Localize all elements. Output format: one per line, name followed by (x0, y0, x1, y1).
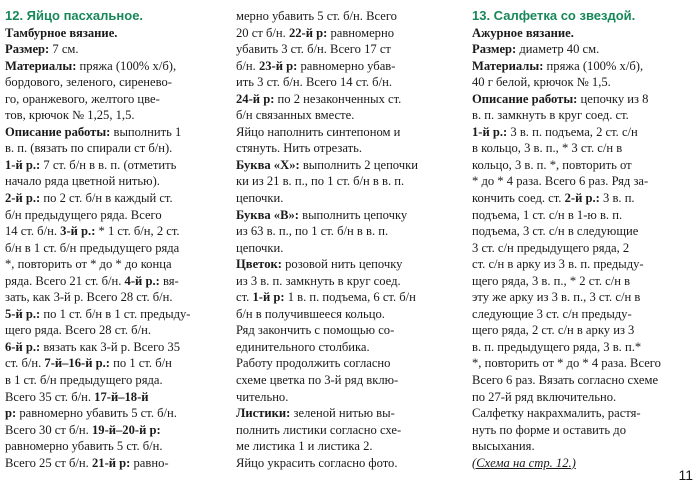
bold-label: 1-й р.: (5, 157, 41, 172)
text-line (5, 74, 220, 91)
text-run: равно- (130, 455, 169, 470)
text-line (236, 455, 454, 472)
text-line (472, 41, 692, 58)
text-line (236, 8, 454, 25)
text-line (236, 289, 454, 306)
text-line (236, 157, 454, 174)
text-line (472, 256, 692, 273)
text-run: 7 ст. б/н в в. п. (отметить (40, 157, 177, 172)
text-line (5, 389, 220, 406)
text-line (5, 422, 220, 439)
bold-label: 23-й р: (258, 58, 298, 73)
text-line (236, 256, 454, 273)
text-run: пряжа (100% х/б), (76, 58, 177, 73)
text-line (5, 91, 220, 108)
text-run: 40 г белой, крючок № 1,5. (472, 75, 611, 90)
text-run: в. п. предыдущего ряда, 3 в. п.* (472, 339, 642, 354)
text-line (5, 240, 220, 257)
text-run: чительно. (236, 389, 289, 404)
text-line (472, 438, 692, 455)
bold-label: Цветок: (236, 257, 282, 272)
text-line (5, 173, 220, 190)
text-line (236, 140, 454, 157)
bold-label: Буква «Х»: (236, 157, 300, 172)
text-run: б/н в 1 ст. б/н предыдущего ряда (5, 240, 180, 255)
bold-label: Буква «В»: (236, 207, 299, 222)
text-run: Всего 6 раз. Вязать согласно схеме (472, 373, 659, 388)
text-line (5, 405, 220, 422)
text-run: выполнить 2 цепочки (299, 157, 418, 172)
text-line (472, 322, 692, 339)
text-run: схеме цветка по 3-й ряд вклю- (236, 373, 399, 388)
text-run: б/н. (236, 58, 259, 73)
text-line (472, 372, 692, 389)
bold-label: 7-й–16-й р.: (44, 356, 110, 371)
text-line (5, 438, 220, 455)
text-line (472, 140, 692, 157)
text-line (472, 389, 692, 406)
text-run: по 2 ст. б/н в каждый ст. (40, 191, 173, 206)
bold-label: 4-й р.: (124, 273, 160, 288)
section-title: 12. Яйцо пасхальное. (5, 8, 144, 23)
text-run: 14 ст. б/н. (5, 224, 61, 239)
text-run: высыхания. (472, 439, 535, 454)
text-line (472, 190, 692, 207)
column-napkin-pattern (472, 8, 692, 471)
text-line (236, 25, 454, 42)
bold-label: 6-й р.: (5, 339, 41, 354)
text-run: подъема, 3 ст. с/н в следующие (472, 224, 639, 239)
section-subtitle: Ажурное вязание. (472, 25, 574, 40)
text-run: кончить соед. ст. (472, 191, 565, 206)
text-line (236, 322, 454, 339)
text-run: равномерно убав- (297, 58, 396, 73)
text-line (236, 355, 454, 372)
text-run: цепочки. (236, 191, 284, 206)
text-run: вязать как 3-й р. Всего 35 (40, 339, 180, 354)
text-line (5, 207, 220, 224)
bold-label: Материалы: (5, 58, 77, 73)
scheme-reference: (Схема на стр. 12.) (472, 455, 576, 470)
text-line (472, 240, 692, 257)
text-line (236, 74, 454, 91)
text-run: б/н связанных вместе. (236, 108, 355, 123)
text-line (5, 306, 220, 323)
text-run: выполнить 1 (110, 124, 182, 139)
text-run: го, оранжевого, желтого цве- (5, 91, 160, 106)
text-line (236, 240, 454, 257)
text-line (236, 389, 454, 406)
text-run: 7 см. (49, 42, 79, 57)
text-line (472, 58, 692, 75)
text-line (5, 8, 220, 25)
section-title: 13. Салфетка со звездой. (472, 8, 636, 23)
text-line (236, 405, 454, 422)
text-run: ме листика 1 и листика 2. (236, 439, 373, 454)
text-run: щего ряда, 3 в. п., * 2 ст. с/н в (472, 273, 631, 288)
bold-label: 5-й р.: (5, 306, 41, 321)
text-line (472, 455, 692, 472)
text-run: в 1 ст. б/н предыдущего ряда. (5, 373, 163, 388)
text-run: ить 3 ст. б/н. Всего 14 ст. б/н. (236, 75, 392, 90)
text-line (5, 124, 220, 141)
bold-label: 2-й р.: (5, 191, 41, 206)
text-run: кольцо, 3 в. п. *, повторить от (472, 157, 632, 172)
text-run: Яйцо наполнить синтепоном и (236, 124, 401, 139)
text-run: 1 в. п. подъема, 6 ст. б/н (284, 290, 416, 305)
bold-label: 1-й р.: (472, 124, 508, 139)
text-line (236, 124, 454, 141)
page-number: 11 (678, 467, 693, 483)
text-line (5, 289, 220, 306)
text-run: выполнить цепочку (299, 207, 408, 222)
text-run: *, повторить от * до * 4 раза. Всего (472, 356, 661, 371)
text-line (472, 289, 692, 306)
text-run: из 63 в. п., по 1 ст. б/н в в. п. (236, 224, 389, 239)
text-line (236, 190, 454, 207)
text-line (5, 25, 220, 42)
text-line (472, 339, 692, 356)
bold-label: 1-й р: (252, 290, 285, 305)
text-line (5, 372, 220, 389)
text-run: начало ряда цветной нитью). (5, 174, 160, 189)
text-line (472, 405, 692, 422)
text-run: в. п. замкнуть в круг соед. ст. (472, 108, 629, 123)
text-line (5, 157, 220, 174)
text-line (472, 157, 692, 174)
bold-label: 22-й р: (288, 25, 328, 40)
text-line (472, 173, 692, 190)
text-run: розовой нить цепочку (281, 257, 403, 272)
text-run: Салфетку накрахмалить, растя- (472, 406, 641, 421)
text-run: 3 в. п. (599, 191, 635, 206)
text-line (236, 422, 454, 439)
column-egg-pattern (5, 8, 220, 471)
text-run: в. п. (вязать по спирали ст б/н). (5, 141, 173, 156)
text-line (5, 140, 220, 157)
text-run: ряда. Всего 21 ст. б/н. (5, 273, 125, 288)
text-run: в кольцо, 3 в. п., * 3 ст. с/н в (472, 141, 623, 156)
bold-label: 21-й р: (91, 455, 131, 470)
text-run: из 3 в. п. замкнуть в круг соед. (236, 273, 401, 288)
text-run: по 27-й ряд включительно. (472, 389, 617, 404)
text-line (236, 207, 454, 224)
text-run: ст. (236, 290, 253, 305)
text-run: ст. с/н в арку из 3 в. п. предыду- (472, 257, 644, 272)
text-run: ки из 21 в. п., по 1 ст. б/н в в. п. (236, 174, 405, 189)
column-egg-continuation (236, 8, 454, 471)
bold-label: Размер: (472, 42, 517, 57)
text-run: б/н в получившееся кольцо. (236, 306, 385, 321)
text-run: следующие 3 ст. с/н предыду- (472, 306, 632, 321)
bold-label: Размер: (5, 42, 50, 57)
text-run: * 1 ст. б/н, 2 ст. (95, 224, 180, 239)
text-run: б/н предыдущего ряда. Всего (5, 207, 162, 222)
text-run: мерно убавить 5 ст. б/н. Всего (236, 9, 397, 23)
text-run: пряжа (100% х/б), (543, 58, 644, 73)
text-line (472, 422, 692, 439)
text-line (5, 339, 220, 356)
text-run: по 1 ст. б/н в 1 ст. предыду- (40, 306, 191, 321)
text-run: Работу продолжить согласно (236, 356, 391, 371)
section-subtitle: Тамбурное вязание. (5, 25, 118, 40)
text-run: тов, крючок № 1,25, 1,5. (5, 108, 135, 123)
text-run: * до * 4 раза. Всего 6 раз. Ряд за- (472, 174, 649, 189)
text-run: *, повторить от * до * до конца (5, 257, 172, 272)
text-line (5, 322, 220, 339)
bold-label: Материалы: (472, 58, 544, 73)
text-run: цепочки. (236, 240, 284, 255)
bold-label: 24-й р: (236, 91, 275, 106)
text-run: цепочку из 8 (577, 91, 649, 106)
text-line (236, 223, 454, 240)
text-line (5, 355, 220, 372)
text-run: Всего 25 ст б/н. (5, 455, 92, 470)
bold-label: Описание работы: (5, 124, 111, 139)
text-line (472, 223, 692, 240)
text-run: щего ряда, 2 ст. с/н в арку из 3 (472, 323, 635, 338)
text-run: подъема, 1 ст. с/н в 1-ю в. п. (472, 207, 623, 222)
bold-label: 17-й–18-й (94, 389, 149, 404)
text-run: равномерно (327, 25, 394, 40)
text-run: равномерно убавить 5 ст. б/н. (16, 406, 177, 421)
text-line (5, 223, 220, 240)
text-line (472, 107, 692, 124)
bold-label: 3-й р.: (60, 224, 96, 239)
text-line (472, 306, 692, 323)
text-line (236, 438, 454, 455)
bold-label: Описание работы: (472, 91, 578, 106)
text-line (472, 74, 692, 91)
text-run: Всего 35 ст. б/н. (5, 389, 95, 404)
text-line (5, 41, 220, 58)
bold-label: 19-й–20-й р: (91, 422, 161, 437)
text-line (5, 58, 220, 75)
text-line (236, 339, 454, 356)
text-run: по 1 ст. б/н (109, 356, 172, 371)
text-run: Яйцо украсить согласно фото. (236, 455, 398, 470)
text-line (236, 372, 454, 389)
text-line (5, 273, 220, 290)
text-run: убавить 3 ст. б/н. Всего 17 ст (236, 42, 391, 57)
text-run: Ряд закончить с помощью со- (236, 323, 395, 338)
text-run: бордового, зеленого, сиренево- (5, 75, 172, 90)
bold-label: 2-й р.: (564, 191, 600, 206)
text-run: зать, как 3-й р. Всего 28 ст. б/н. (5, 290, 173, 305)
text-line (472, 207, 692, 224)
text-line (236, 107, 454, 124)
text-line (5, 190, 220, 207)
text-line (5, 107, 220, 124)
text-run: 3 ст. с/н предыдущего ряда, 2 (472, 240, 630, 255)
text-line (472, 273, 692, 290)
text-run: вя- (159, 273, 179, 288)
text-run: по 2 незаконченных ст. (274, 91, 402, 106)
text-line (236, 273, 454, 290)
text-run: полнить листики согласно схе- (236, 422, 402, 437)
text-line (236, 91, 454, 108)
text-run: эту же арку из 3 в. п., 3 ст. с/н в (472, 290, 641, 305)
text-run: нуть по форме и оставить до (472, 422, 627, 437)
bold-label: р: (5, 406, 17, 421)
text-run: единительного столбика. (236, 339, 370, 354)
bold-label: Листики: (236, 406, 291, 421)
text-line (236, 306, 454, 323)
text-run: 3 в. п. подъема, 2 ст. с/н (507, 124, 638, 139)
text-run: зеленой нитью вы- (290, 406, 395, 421)
text-run: Всего 30 ст б/н. (5, 422, 92, 437)
text-line (236, 41, 454, 58)
text-line (236, 58, 454, 75)
text-run: диаметр 40 см. (516, 42, 600, 57)
text-line (472, 8, 692, 25)
text-line (236, 173, 454, 190)
text-line (472, 124, 692, 141)
text-run: 20 ст б/н. (236, 25, 289, 40)
text-run: равномерно убавить 5 ст. б/н. (5, 439, 163, 454)
text-line (472, 25, 692, 42)
text-line (472, 355, 692, 372)
text-line (5, 256, 220, 273)
text-line (5, 455, 220, 472)
text-run: щего ряда. Всего 28 ст. б/н. (5, 323, 151, 338)
text-run: стянуть. Нить отрезать. (236, 141, 362, 156)
text-run: ст. б/н. (5, 356, 45, 371)
text-line (472, 91, 692, 108)
